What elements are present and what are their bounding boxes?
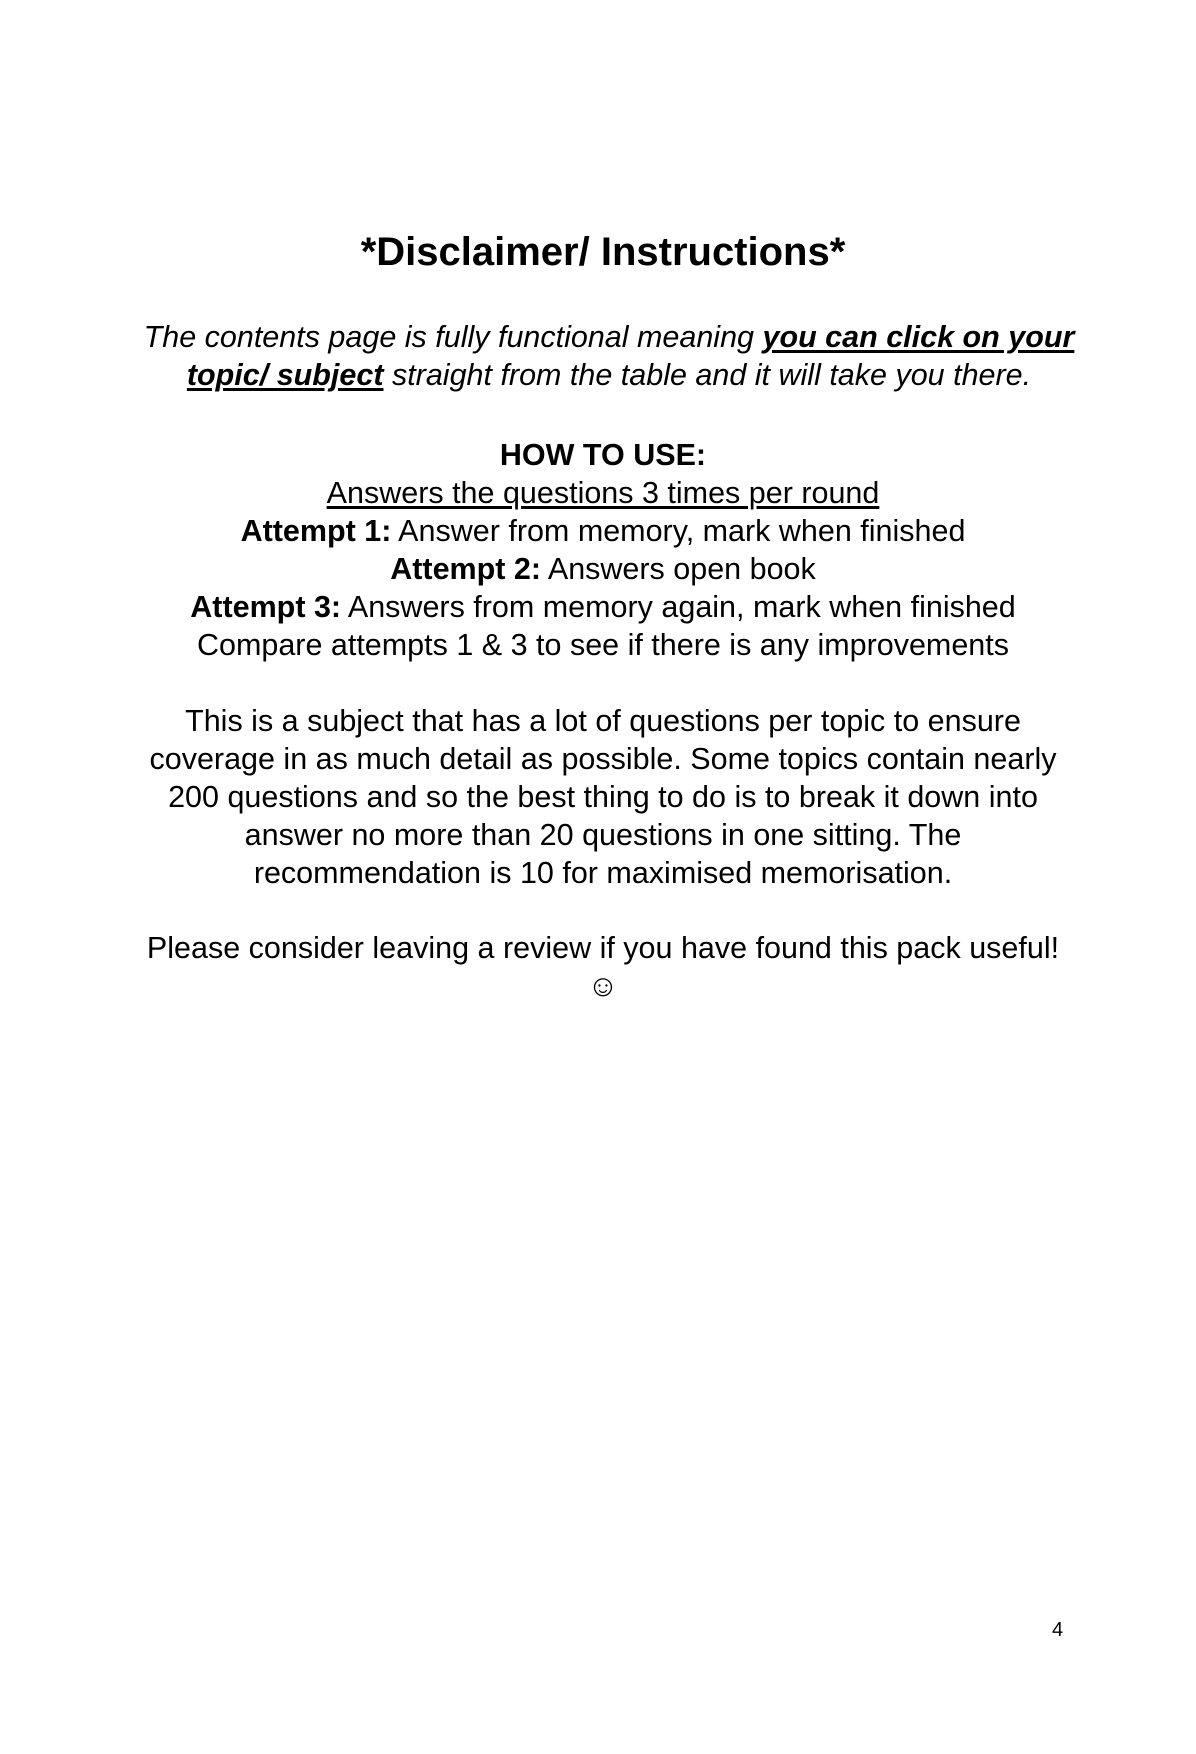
attempt-3 (130, 588, 1076, 626)
contents-link-note: you can click on your topic/ subject (186, 320, 1075, 392)
coverage-paragraph: This is a subject that has a lot of questions per topic to ensure coverage in as much detail as possible. Some topics contain nearly 200 questions and so the best thing to do is to break it down into answer no more than 20 questions in one sitting. The recommendation is 10 for maximised memorisation. (149, 704, 1057, 890)
how-to-use-heading: HOW TO USE: (499, 438, 707, 472)
compare-note: Compare attempts 1 & 3 to see if there is any improvements (196, 628, 1009, 662)
attempt-2-text: Answers open book (541, 552, 816, 586)
attempt-1-text: Answer from memory, mark when finished (391, 514, 966, 548)
how-to-use-section (130, 436, 1076, 664)
attempt-1-label: Attempt 1: (240, 514, 392, 548)
intro-text-start: The contents page is fully functional meaning (143, 320, 763, 354)
attempt-3-text: Answers from memory again, mark when finished (341, 590, 1016, 624)
attempt-3-label: Attempt 3: (190, 590, 342, 624)
intro-paragraph (130, 318, 1088, 394)
page-title: *Disclaimer/ Instructions* (360, 230, 846, 274)
review-request: Please consider leaving a review if you have found this pack useful! ☺ (146, 931, 1060, 1003)
page-number: 4 (1052, 1619, 1064, 1641)
attempt-2-label: Attempt 2: (390, 552, 542, 586)
attempt-2 (130, 550, 1076, 588)
how-to-use-subheading: Answers the questions 3 times per round (326, 476, 880, 510)
attempt-1 (130, 512, 1076, 550)
intro-text-end: straight from the table and it will take you there. (383, 358, 1032, 392)
